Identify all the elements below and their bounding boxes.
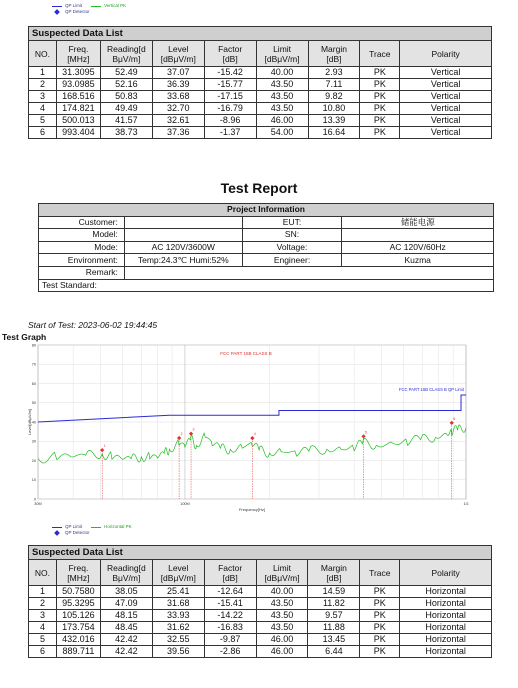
table-row: 2 95.3295 47.09 31.68 -15.41 43.50 11.82 PK Horizontal [29, 598, 492, 610]
marker-label: 6 [453, 416, 456, 421]
table-row: 5 500.013 41.57 32.61 -8.96 46.00 13.39 PK Vertical [29, 115, 492, 127]
table-row: 5 432.016 42.42 32.55 -9.87 46.00 13.45 PK Horizontal [29, 634, 492, 646]
x-tick-label: 100M [180, 502, 190, 506]
mode-label: Mode: [39, 241, 125, 254]
limit-line-label: FCC PART 15B CLASS B QP Limit [398, 387, 464, 393]
marker-label: 3 [192, 427, 195, 432]
eut-value: 储能电源 [342, 216, 494, 229]
table-caption: Suspected Data List [29, 546, 492, 560]
col-margin: Margin [dB] [308, 41, 360, 67]
voltage-value: AC 120V/60Hz [342, 241, 494, 254]
col-reading: Reading[d BμV/m] [100, 560, 152, 586]
engineer-value: Kuzma [342, 254, 494, 267]
remark-label: Remark: [39, 266, 125, 279]
environment-value: Temp:24.3℃ Humi:52% [124, 254, 242, 267]
project-information-table [38, 203, 494, 292]
qp-limit-line-swatch [52, 527, 62, 528]
marker-label: 1 [103, 444, 106, 449]
col-trace: Trace [360, 41, 400, 67]
col-no: NO. [29, 41, 57, 67]
vertical-pk-line-swatch [91, 6, 101, 7]
report-title: Test Report [220, 180, 298, 196]
bottom-legend [52, 524, 132, 536]
y-tick-label: 80 [31, 343, 36, 348]
table-row: 1 50.7580 38.05 25.41 -12.64 40.00 14.59 PK Horizontal [29, 586, 492, 598]
col-level: Level [dBμV/m] [152, 41, 204, 67]
table-row: 6 993.404 38.73 37.36 -1.37 54.00 16.64 PK Vertical [29, 127, 492, 139]
col-freq: Freq. [MHz] [56, 41, 100, 67]
environment-label: Environment: [39, 254, 125, 267]
col-limit: Limit [dBμV/m] [256, 560, 308, 586]
legend-horizontal-pk: Horizontal PK [104, 524, 132, 529]
col-level: Level [dBμV/m] [152, 560, 204, 586]
legend-qp-limit: QP Limit [65, 524, 83, 529]
table-row: 4 174.821 49.49 32.70 -16.79 43.50 10.80 PK Vertical [29, 103, 492, 115]
qp-detector-diamond-icon [54, 9, 60, 15]
top-legend [52, 3, 126, 15]
col-reading: Reading[d BμV/m] [100, 41, 152, 67]
marker-label: 2 [180, 432, 183, 437]
customer-label: Customer: [39, 216, 125, 229]
vertical-suspected-data-table [28, 26, 492, 139]
col-polarity: Polarity [400, 41, 492, 67]
sn-value [342, 229, 494, 242]
y-tick-label: 0 [33, 497, 36, 502]
col-polarity: Polarity [400, 560, 492, 586]
col-factor: Factor [dB] [204, 560, 256, 586]
table-row: 2 93.0985 52.16 36.39 -15.77 43.50 7.11 PK Vertical [29, 79, 492, 91]
test-standard: Test Standard: [39, 279, 494, 292]
col-margin: Margin [dB] [308, 560, 360, 586]
legend-qp-detector: QP Detector [65, 530, 90, 535]
marker-label: 4 [253, 432, 256, 437]
marker-label: 5 [365, 430, 368, 435]
model-label: Model: [39, 229, 125, 242]
y-tick-label: 30 [31, 439, 36, 444]
eut-label: EUT: [242, 216, 342, 229]
chart-title: FCC PART 15B CLASS B [220, 351, 272, 356]
y-tick-label: 60 [31, 381, 36, 386]
col-trace: Trace [360, 560, 400, 586]
model-value [124, 229, 242, 242]
col-limit: Limit [dBμV/m] [256, 41, 308, 67]
legend-qp-detector: QP Detector [65, 9, 90, 14]
x-tick-label: 1G [463, 502, 469, 506]
voltage-label: Voltage: [242, 241, 342, 254]
horizontal-pk-line-swatch [91, 527, 101, 528]
col-no: NO. [29, 560, 57, 586]
table-row: 1 31.3095 52.49 37.07 -15.42 40.00 2.93 PK Vertical [29, 67, 492, 79]
table-caption: Suspected Data List [29, 27, 492, 41]
table-row: 4 173.754 48.45 31.62 -16.83 43.50 11.88 PK Horizontal [29, 622, 492, 634]
project-info-caption: Project Information [39, 204, 494, 217]
table-row: 3 168.516 50.83 33.68 -17.15 43.50 9.82 PK Vertical [29, 91, 492, 103]
y-tick-label: 10 [31, 478, 36, 483]
legend-qp-limit: QP Limit [65, 3, 83, 8]
qp-detector-diamond-icon [54, 530, 60, 536]
y-axis-label: Level[dBμV/m] [27, 408, 32, 436]
y-tick-label: 40 [31, 420, 36, 425]
legend-vertical-pk: Vertical PK [104, 3, 127, 8]
emission-chart [27, 343, 478, 514]
qp-limit-line-swatch [52, 6, 62, 7]
table-row: 3 105.126 48.15 33.93 -14.22 43.50 9.57 PK Horizontal [29, 610, 492, 622]
customer-value [124, 216, 242, 229]
test-graph-heading: Test Graph [2, 332, 47, 342]
y-tick-label: 20 [31, 458, 36, 463]
start-of-test: Start of Test: 2023-06-02 19:44:45 [28, 320, 158, 330]
col-freq: Freq. [MHz] [56, 560, 100, 586]
mode-value: AC 120V/3600W [124, 241, 242, 254]
remark-value [124, 266, 493, 279]
sn-label: SN: [242, 229, 342, 242]
y-tick-label: 70 [31, 362, 36, 367]
engineer-label: Engineer: [242, 254, 342, 267]
x-tick-label: 30M [34, 502, 42, 506]
col-factor: Factor [dB] [204, 41, 256, 67]
table-row: 6 889.711 42.42 39.56 -2.86 46.00 6.44 PK Horizontal [29, 646, 492, 658]
x-axis-label: Frequency[Hz] [238, 507, 266, 512]
y-tick-label: 50 [31, 401, 36, 406]
horizontal-suspected-data-table [28, 545, 492, 658]
